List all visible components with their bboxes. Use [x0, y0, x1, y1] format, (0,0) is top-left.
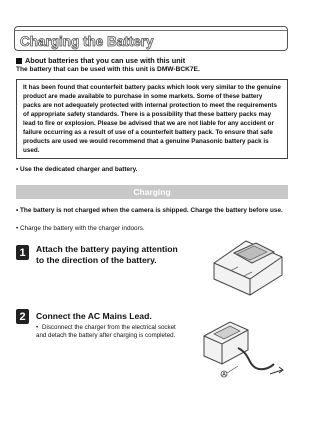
step-1-text: Attach the battery paying attention to the direction of the battery.	[36, 244, 178, 265]
warning-box: It has been found that counterfeit battery packs which look very similar to the genuine product are made available to purchase in some markets. Some of these battery packs are not adequately protected with internal protection to meet the requirements of appropriate safety standards. There is a possibility that these battery packs may lead to fire or explosion. Please be advised that we are not liable for any accident or failure occurring as a result of use of a counterfeit battery pack. To ensure that safe products are used we would recommend that a genuine Panasonic battery pack is used.	[16, 79, 288, 159]
square-bullet-icon	[16, 58, 22, 64]
bullet-dot: •	[36, 324, 39, 331]
use-note: • Use the dedicated charger and battery.	[16, 166, 138, 173]
about-heading	[16, 56, 185, 65]
about-heading-text: About batteries that you can use with this unit	[25, 56, 186, 65]
charging-section-bar	[16, 185, 288, 199]
step-2-text: Connect the AC Mains Lead.	[36, 311, 152, 321]
note-shipped: • The battery is not charged when the camera is shipped. Charge the battery before use.	[16, 207, 283, 214]
charging-section-label: Charging	[133, 187, 171, 197]
step-1-number: 1	[16, 245, 29, 260]
step-2-note	[36, 324, 186, 340]
page-title: Charging the Battery	[20, 34, 154, 49]
title-box	[14, 26, 288, 51]
callout-a-label: A	[222, 372, 226, 379]
step-2-note-text: Disconnect the charger from the electrical socket and detach the battery after charging is completed.	[36, 324, 176, 339]
about-subheading: The battery that can be used with this unit is DMW-BCK7E.	[16, 66, 200, 73]
note-indoors: • Charge the battery with the charger indoors.	[16, 225, 145, 232]
charger-power-cord-illustration	[200, 314, 290, 382]
charger-battery-illustration	[204, 233, 288, 299]
step-2-number: 2	[16, 309, 29, 324]
title-rule	[15, 30, 287, 31]
